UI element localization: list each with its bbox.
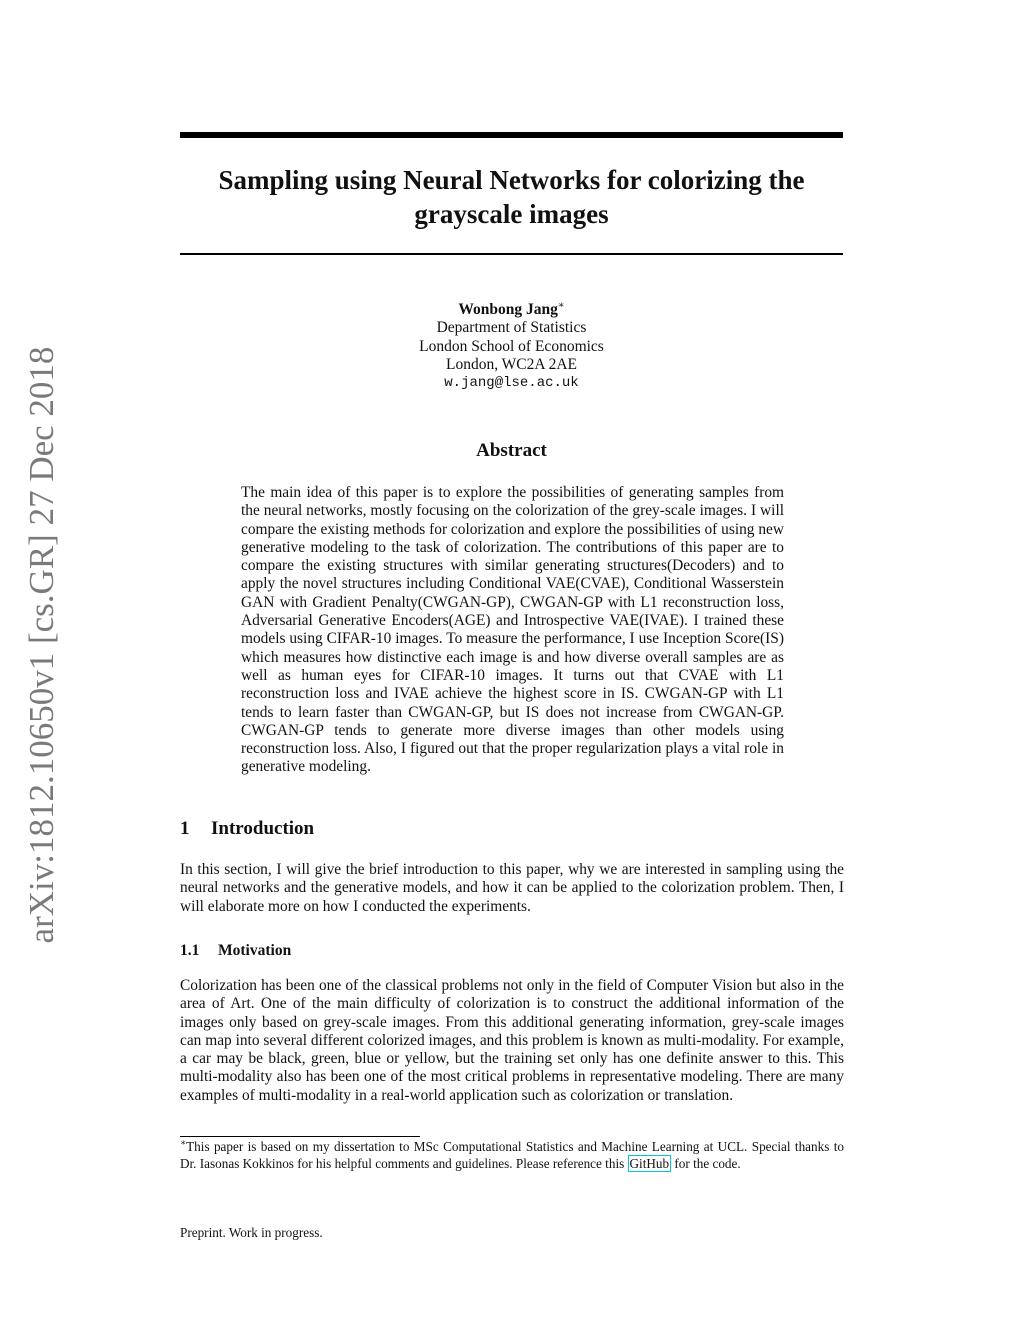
github-link[interactable]: GitHub (629, 1155, 670, 1171)
author-block (180, 301, 843, 392)
subsection-heading-motivation (180, 942, 291, 960)
paper-title: Sampling using Neural Networks for colorizing the grayscale images (218, 165, 805, 229)
preprint-note: Preprint. Work in progress. (180, 1225, 323, 1240)
abstract-heading: Abstract (476, 440, 547, 461)
title-bottom-rule (180, 253, 843, 255)
section-title: Introduction (211, 818, 315, 839)
author-address: London, WC2A 2AE (445, 355, 578, 373)
title-top-rule (180, 132, 843, 138)
arxiv-stamp: arXiv:1812.10650v1 [cs.GR] 27 Dec 2018 (22, 346, 61, 944)
author-email[interactable]: w.jang@lse.ac.uk (444, 375, 579, 392)
footnote-text-after: for the code. (671, 1155, 741, 1171)
footnote (180, 1139, 844, 1172)
subsection-title: Motivation (218, 942, 292, 959)
motivation-paragraph: Colorization has been one of the classical problems not only in the field of Computer Vision but also in the area of Art. One of the main difficulty of colorization is to construct the additional information of the images only based on grey-scale images. From this additional generating information, grey-scale images can map into several different colorized images, and this problem is known as multi-modality. For example, a car may be black, green, blue or yellow, but the training set only has one definite answer to this. This multi-modality also has been one of the most critical problems in representative modeling. There are many examples of multi-modality in a real-world application such as colorization or translation. (180, 977, 844, 1104)
footnote-rule (180, 1136, 420, 1137)
section-heading-introduction (180, 818, 314, 840)
author-name-line (180, 301, 843, 319)
introduction-paragraph: In this section, I will give the brief introduction to this paper, why we are interested in sampling using the neural networks and the generative models, and how it can be applied to the colorization problem. Then, I will elaborate more on how I conducted the experiments. (180, 861, 844, 915)
author-footnote-mark: ∗ (557, 299, 565, 311)
footnote-text-before: This paper is based on my dissertation to MSc Computational Statistics and Machine Learning at UCL. Special thanks to Dr. Iasonas Kokkinos for his helpful comments and guidelines. Please reference this (180, 1139, 844, 1171)
author-school: London School of Economics (419, 337, 604, 355)
footnote-mark: ∗ (180, 1137, 187, 1148)
author-name: Wonbong Jang (458, 301, 558, 318)
section-number: 1 (180, 818, 190, 839)
subsection-number: 1.1 (180, 942, 200, 959)
abstract-body: The main idea of this paper is to explore the possibilities of generating samples from the neural networks, mostly focusing on the colorization of the grey-scale images. I will compare the existing methods for colorization and explore the possibilities of using new generative modeling to the task of colorization. The contributions of this paper are to compare the existing structures with similar generating structures(Decoders) and to apply the novel structures including Conditional VAE(CVAE), Conditional Wasserstein GAN with Gradient Penalty(CWGAN-GP), CWGAN-GP with L1 reconstruction loss, Adversarial Generative Encoders(AGE) and Introspective VAE(IVAE). I trained these models using CIFAR-10 images. To measure the performance, I use Inception Score(IS) which measures how distinctive each image is and how diverse overall samples are as well as human eyes for CIFAR-10 images. It turns out that CVAE with L1 reconstruction loss and IVAE achieve the highest score in IS. CWGAN-GP with L1 tends to learn faster than CWGAN-GP, but IS does not increase from CWGAN-GP. CWGAN-GP tends to generate more diverse images than other models using reconstruction loss. Also, I figured out that the proper regularization plays a vital role in generative modeling. (241, 484, 784, 776)
author-department: Department of Statistics (436, 319, 587, 337)
